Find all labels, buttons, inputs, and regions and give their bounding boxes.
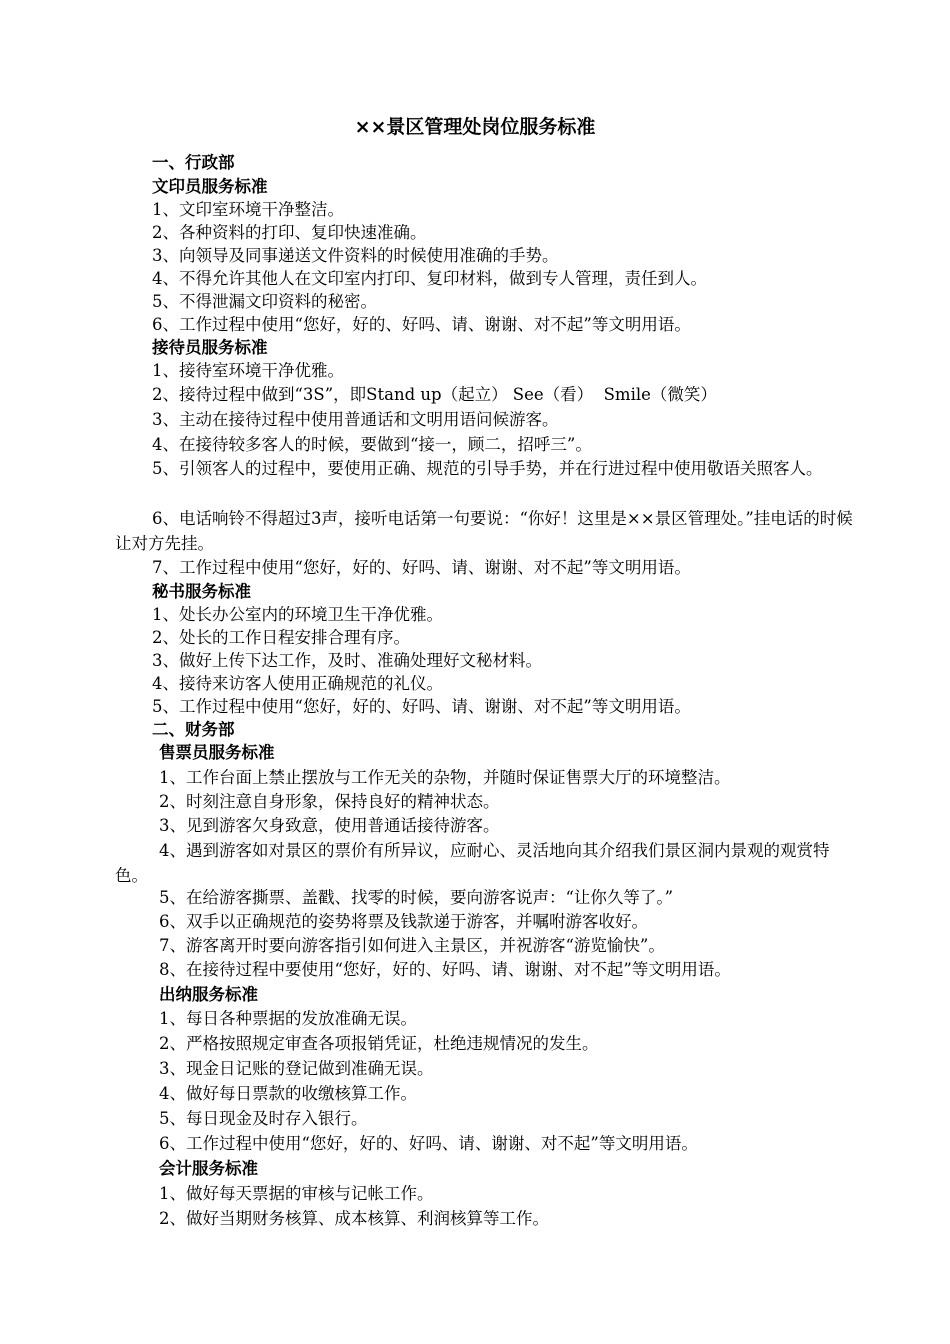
- list-item: 1、文印室环境干净整洁。: [152, 200, 344, 219]
- list-item: 4、接待来访客人使用正确规范的礼仪。: [152, 674, 443, 693]
- list-item: 5、在给游客撕票、盖戳、找零的时候，要向游客说声：“让你久等了。”: [159, 888, 674, 907]
- list-item: 6、工作过程中使用“您好，好的、好吗、请、谢谢、对不起”等文明用语。: [159, 1134, 698, 1153]
- list-item: 1、做好每天票据的审核与记帐工作。: [159, 1184, 434, 1203]
- list-item: 1、处长办公室内的环境卫生干净优雅。: [152, 605, 443, 624]
- list-item: 2、时刻注意自身形象，保持良好的精神状态。: [159, 792, 500, 811]
- list-item: 1、接待室环境干净优雅。: [152, 361, 344, 380]
- list-item: 7、游客离开时要向游客指引如何进入主景区，并祝游客“游览愉快”。: [159, 936, 665, 955]
- list-item: 6、工作过程中使用“您好，好的、好吗、请、谢谢、对不起”等文明用语。: [152, 315, 691, 334]
- subheading-ticket-seller: 售票员服务标准: [159, 743, 275, 762]
- subheading-typist: 文印员服务标准: [152, 177, 268, 196]
- subheading-accountant: 会计服务标准: [159, 1159, 258, 1178]
- section-heading-admin: 一、行政部: [152, 153, 235, 172]
- list-item: 4、在接待较多客人的时候，要做到“接一，顾二，招呼三”。: [152, 435, 592, 454]
- list-item: 5、不得泄漏文印资料的秘密。: [152, 292, 377, 311]
- list-item: 2、严格按照规定审查各项报销凭证，杜绝违规情况的发生。: [159, 1034, 599, 1053]
- list-item: 2、做好当期财务核算、成本核算、利润核算等工作。: [159, 1209, 549, 1228]
- list-item: 3、见到游客欠身致意，使用普通话接待游客。: [159, 816, 500, 835]
- list-item: 2、处长的工作日程安排合理有序。: [152, 628, 410, 647]
- list-item: 5、引领客人的过程中，要使用正确、规范的引导手势，并在行进过程中使用敬语关照客人。: [152, 459, 823, 478]
- list-item: 2、接待过程中做到“3S”，即Stand up（起立） See（看） Smile（微笑）: [152, 385, 717, 404]
- list-item: 1、工作台面上禁止摆放与工作无关的杂物，并随时保证售票大厅的环境整洁。: [159, 768, 731, 787]
- list-item: 8、在接待过程中要使用“您好，好的、好吗、请、谢谢、对不起”等文明用语。: [159, 960, 731, 979]
- section-heading-finance: 二、财务部: [152, 720, 235, 739]
- list-item: 2、各种资料的打印、复印快速准确。: [152, 223, 427, 242]
- list-item: 5、每日现金及时存入银行。: [159, 1109, 368, 1128]
- list-item: 3、做好上传下达工作，及时、准确处理好文秘材料。: [152, 651, 542, 670]
- subheading-cashier: 出纳服务标准: [159, 985, 258, 1004]
- subheading-receptionist: 接待员服务标准: [152, 338, 268, 357]
- list-item: 6、电话响铃不得超过3声，接听电话第一句要说：“你好！这里是××景区管理处。”挂电话的时候让对方先挂。: [115, 509, 853, 553]
- list-item: 7、工作过程中使用“您好，好的、好吗、请、谢谢、对不起”等文明用语。: [152, 558, 691, 577]
- list-item: 4、做好每日票款的收缴核算工作。: [159, 1084, 417, 1103]
- document-title: ××景区管理处岗位服务标准: [354, 116, 596, 138]
- list-item: 3、主动在接待过程中使用普通话和文明用语问候游客。: [152, 410, 559, 429]
- list-item: 3、向领导及同事递送文件资料的时候使用准确的手势。: [152, 246, 559, 265]
- subheading-secretary: 秘书服务标准: [152, 582, 251, 601]
- list-item: 4、遇到游客如对景区的票价有所异议，应耐心、灵活地向其介绍我们景区洞内景观的观赏特色。: [115, 841, 830, 885]
- list-item: 3、现金日记账的登记做到准确无误。: [159, 1059, 434, 1078]
- list-item: 1、每日各种票据的发放准确无误。: [159, 1009, 417, 1028]
- list-item: 5、工作过程中使用“您好，好的、好吗、请、谢谢、对不起”等文明用语。: [152, 697, 691, 716]
- list-item: 4、不得允许其他人在文印室内打印、复印材料，做到专人管理，责任到人。: [152, 269, 707, 288]
- list-item: 6、双手以正确规范的姿势将票及钱款递于游客，并嘱咐游客收好。: [159, 912, 648, 931]
